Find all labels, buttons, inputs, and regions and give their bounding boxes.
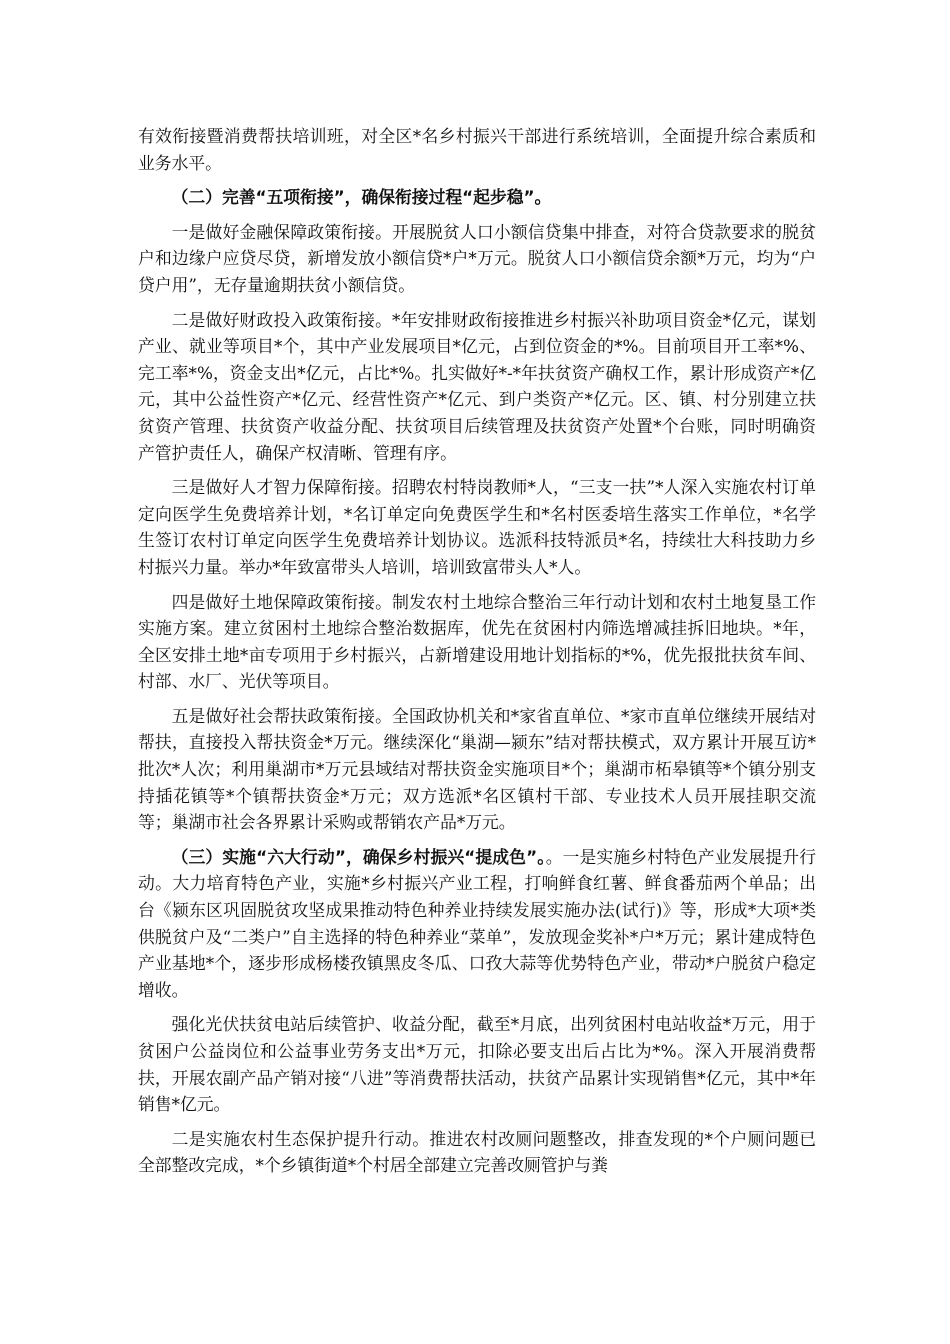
paragraph-section-3: [138, 844, 816, 1004]
paragraph-finance: 一是做好金融保障政策衔接。开展脱贫人口小额信贷集中排查，对符合贷款要求的脱贫户和边缘户应贷尽贷，新增发放小额信贷*户*万元。脱贫人口小额信贷余额*万元，均为“户贷户用”，无存量逾期扶贫小额信贷。: [138, 221, 816, 295]
section-heading-2: （二）完善“五项衔接”，确保衔接过程“起步稳”。: [171, 187, 552, 208]
section-heading-3: （三）实施“六大行动”，确保乡村振兴“提成色”。: [171, 846, 546, 867]
document-body: [138, 123, 816, 1187]
paragraph-training: 有效衔接暨消费帮扶培训班，对全区*名乡村振兴干部进行系统培训，全面提升综合素质和业务水平。: [138, 126, 816, 173]
paragraph-industry: 。一是实施乡村特色产业发展提升行动。大力培育特色产业，实施*乡村振兴产业工程，打响鲜食红薯、鲜食番茄两个单品；出台《颍东区巩固脱贫攻坚成果推动特色种养业持续发展实施办法(试行)》等，形成*大项*类供脱贫户及“二类户”自主选择的特色种养业“菜单”，发放现金奖补*户*万元；累计建成特色产业基地*个，逐步形成杨楼孜镇黑皮冬瓜、口孜大蒜等优势特色产业，带动*户脱贫户稳定增收。: [138, 846, 816, 1000]
paragraph-talent: 三是做好人才智力保障衔接。招聘农村特岗教师*人，“三支一扶”*人深入实施农村订单定向医学生免费培养计划，*名订单定向免费医学生和*名村医委培生落实工作单位，*名学生签订农村订单定向医学生免费培养计划协议。选派科技特派员*名，持续壮大科技助力乡村振兴力量。举办*年致富带头人培训，培训致富带头人*人。: [138, 477, 816, 577]
paragraph-fiscal: 二是做好财政投入政策衔接。*年安排财政衔接推进乡村振兴补助项目资金*亿元，谋划产业、就业等项目*个，其中产业发展项目*亿元，占到位资金的*%。目前项目开工率*%、完工率*%，资金支出*亿元，占比*%。扎实做好*-*年扶贫资产确权工作，累计形成资产*亿元，其中公益性资产*亿元、经营性资产*亿元、到户类资产*亿元。区、镇、村分别建立扶贫资产管理、扶贫资产收益分配、扶贫项目后续管理及扶贫资产处置*个台账，同时明确资产管护责任人，确保产权清晰、管理有序。: [138, 309, 816, 463]
paragraph-social-aid: 五是做好社会帮扶政策衔接。全国政协机关和*家省直单位、*家市直单位继续开展结对帮扶，直接投入帮扶资金*万元。继续深化“巢湖—颍东”结对帮扶模式，双方累计开展互访*批次*人次；利用巢湖市*万元县域结对帮扶资金实施项目*个；巢湖市柘皋镇等*个镇分别支持插花镇等*个镇帮扶资金*万元；双方选派*名区镇村干部、专业技术人员开展挂职交流等；巢湖市社会各界累计采购或帮销农产品*万元。: [138, 705, 816, 833]
paragraph-ecology: 二是实施农村生态保护提升行动。推进农村改厕问题整改，排查发现的*个户厕问题已全部整改完成，*个乡镇街道*个村居全部建立完善改厕管护与粪: [138, 1128, 816, 1176]
paragraph-land: 四是做好土地保障政策衔接。制发农村土地综合整治三年行动计划和农村土地复垦工作实施方案。建立贫困村土地综合整治数据库，优先在贫困村内筛选增减挂拆旧地块。*年，全区安排土地*亩专项用于乡村振兴，占新增建设用地计划指标的*%，优先报批扶贫车间、村部、水厂、光伏等项目。: [138, 591, 816, 692]
paragraph-solar: 强化光伏扶贫电站后续管护、收益分配，截至*月底，出列贫困村电站收益*万元，用于贫困户公益岗位和公益事业劳务支出*万元，扣除必要支出后占比为*%。深入开展消费帮扶，开展农副产品产销对接“八进”等消费帮扶活动，扶贫产品累计实现销售*亿元，其中*年销售*亿元。: [138, 1014, 816, 1115]
